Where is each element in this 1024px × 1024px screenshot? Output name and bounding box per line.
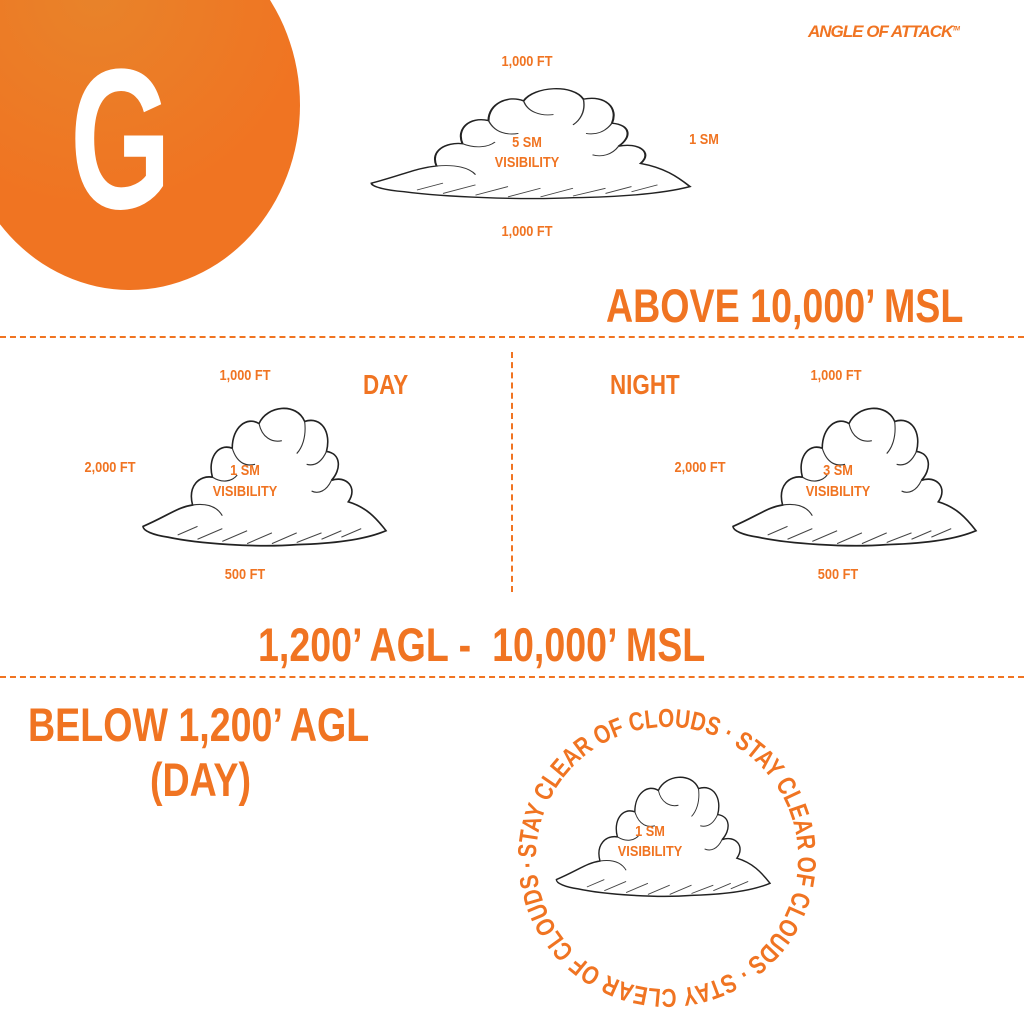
section-title-below-1200: BELOW 1,200’ AGL: [28, 698, 370, 751]
below-visibility-value: 1 SM: [635, 823, 665, 840]
brand-logo: [808, 22, 959, 42]
visibility-label: VISIBILITY: [494, 154, 560, 171]
night-label: NIGHT: [610, 369, 680, 400]
day-visibility-value: 1 SM: [230, 462, 260, 479]
night-visibility-value: 3 SM: [823, 462, 853, 479]
day-above-clearance: 1,000 FT: [219, 367, 271, 384]
section-title-middle: 1,200’ AGL - 10,000’ MSL: [258, 618, 706, 671]
day-label: DAY: [363, 369, 409, 400]
section-divider: [0, 336, 1024, 338]
night-above-clearance: 1,000 FT: [810, 367, 862, 384]
above-clearance-label: 1,000 FT: [501, 53, 553, 70]
below-visibility-label: VISIBILITY: [617, 843, 683, 860]
section-divider: [0, 676, 1024, 678]
section-title-below-1200-day: (DAY): [150, 753, 251, 806]
day-night-divider: [511, 352, 513, 592]
airspace-class-letter: G: [70, 28, 172, 251]
day-visibility-label: VISIBILITY: [212, 483, 278, 500]
night-horizontal-clearance: 2,000 FT: [674, 459, 726, 476]
logo-text: ANGLE OF ATTACK: [808, 22, 953, 41]
horizontal-clearance-label: 1 SM: [689, 131, 719, 148]
ring-text-path: STAY CLEAR OF CLOUDS · STAY CLEAR OF CLOUDS · STAY CLEAR OF CLOUDS ·: [511, 702, 823, 1014]
cloud-icon: [138, 400, 386, 550]
section-title-above-10000: ABOVE 10,000’ MSL: [606, 279, 964, 332]
night-below-clearance: 500 FT: [817, 566, 859, 583]
logo-trademark: TM: [952, 26, 959, 33]
day-horizontal-clearance: 2,000 FT: [84, 459, 136, 476]
night-visibility-label: VISIBILITY: [805, 483, 871, 500]
below-clearance-label: 1,000 FT: [501, 223, 553, 240]
visibility-value: 5 SM: [512, 134, 542, 151]
day-below-clearance: 500 FT: [224, 566, 266, 583]
